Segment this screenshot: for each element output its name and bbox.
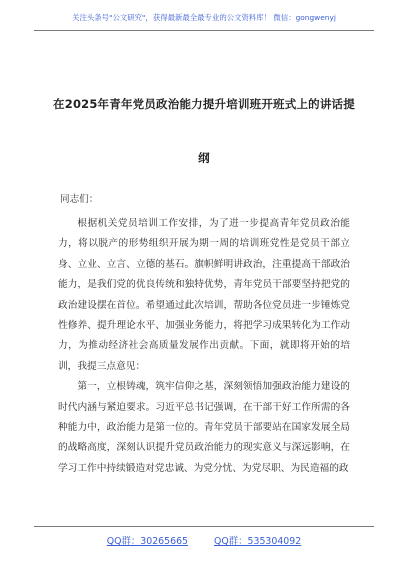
qq-group-1-link[interactable]: QQ群：30265665 <box>106 536 189 547</box>
document-title-line-2: 纲 <box>198 151 210 165</box>
body-paragraph-1: 根据机关党员培训工作安排，为了进一步提高青年党员政治能力，将以脱产的形势组织开展为期一周的培训班党性是党员干部立身、立业、立言、立德的基石。旗帜鲜明讲政治，注重提高干部政治能力，是我们党的优良传统和独特优势，青年党员干部要坚持把党的政治建设摆在首位。希望通过此次培训，帮助各位党员进一步锤炼党性修养、提升理论水平、加强业务能力，将把学习成果转化为工作动力，为推动经济社会高质量发展作出贡献。下面，就即将开始的培训，我提三点意见： <box>58 218 350 372</box>
document-title-line-1: 在2025年青年党员政治能力提升培训班开班式上的讲话提 <box>53 97 355 111</box>
salutation: 同志们： <box>60 194 99 205</box>
header-divider <box>34 30 374 31</box>
document-body <box>58 214 350 479</box>
footer-divider <box>34 526 374 527</box>
body-paragraph-2: 第一，立根铸魂，筑牢信仰之基，深刻领悟加强政治能力建设的时代内涵与紧迫要求。习近平总书记强调，在干部干好工作所需的各种能力中，政治能力是第一位的。青年党员干部要站在国家发展全局的战略高度，深刻认识提升党员政治能力的现实意义与深远影响，在学习工作中持续锻造对党忠诚、为党分忧、为党尽职、为民造福的政 <box>58 381 350 474</box>
footer <box>0 533 408 547</box>
header-notice: 关注头条号"公文研究"，获得最新最全最专业的公文资料库！ 微信：gongwenyj <box>72 13 336 22</box>
qq-group-2-link[interactable]: QQ群：535304092 <box>214 536 302 547</box>
